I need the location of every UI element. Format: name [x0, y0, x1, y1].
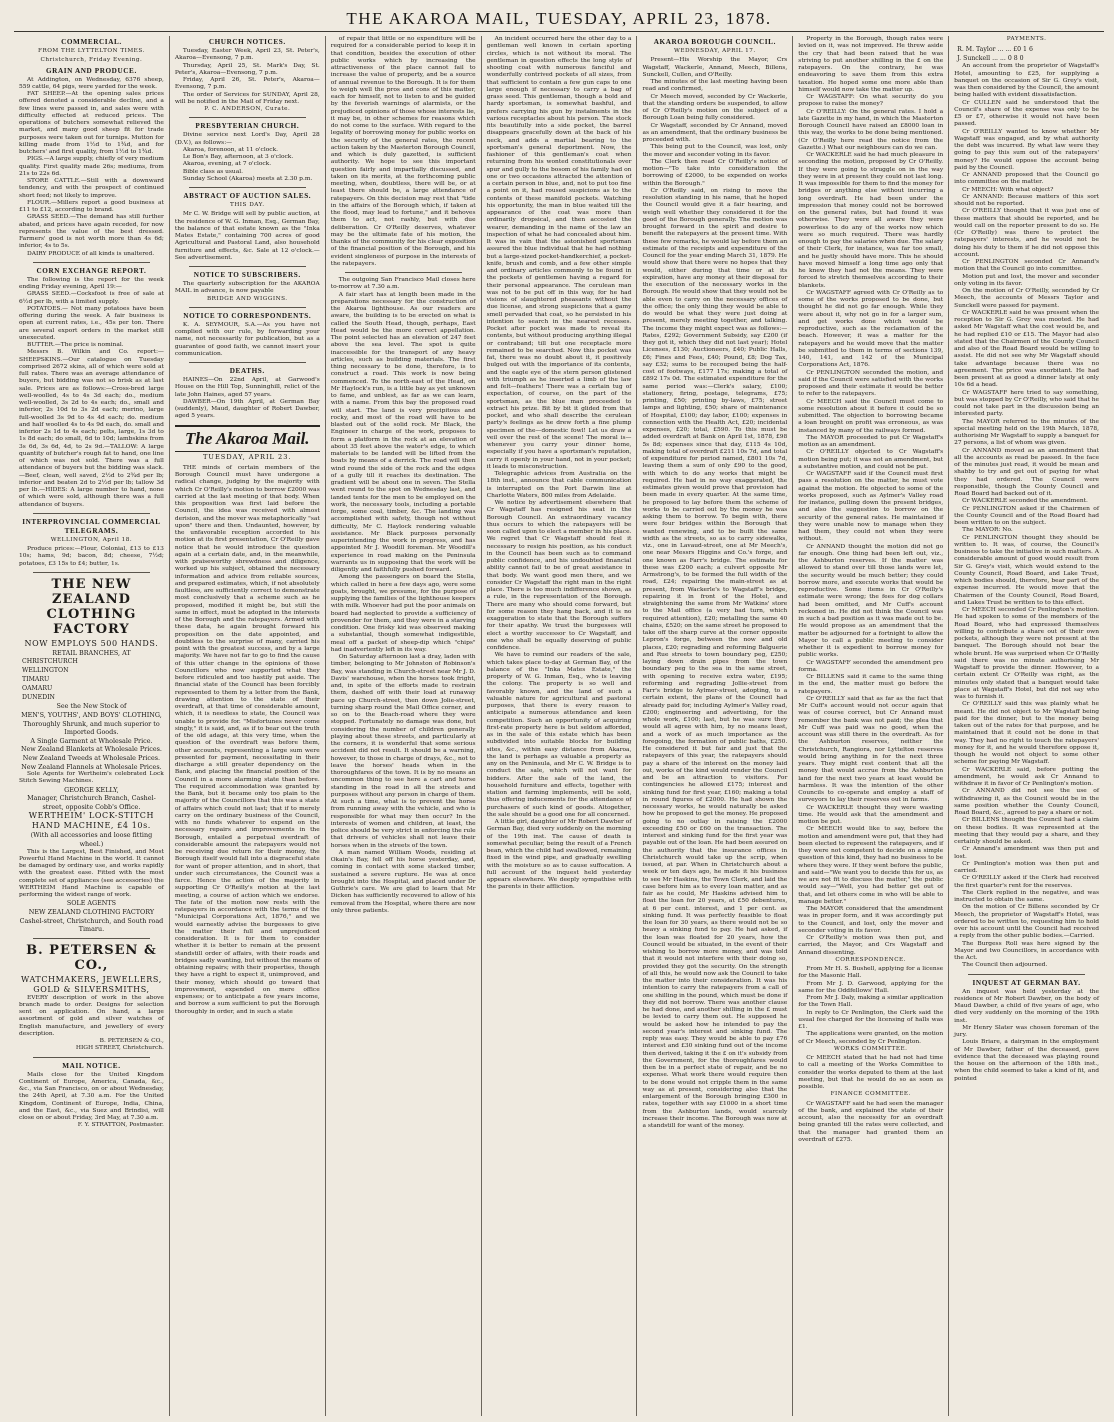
subheading: FINANCE COMMITTEE. — [830, 1091, 911, 1098]
payment-line: R. M. Taylor ... ... £0 1 6 — [957, 46, 1033, 54]
signature: P. C. ANDERSON, Curate. — [204, 106, 291, 112]
paragraph: Property in the Borough, though rates were levied on it, was not improved. He threw aside the cry that had been raised that he was striving to put another shilling in the £ on the ratepayers. On the contrary, he was endeavoring to save them from this extra taxation. He hoped some one more able than himself would now take the matter up. — [798, 36, 944, 93]
paragraph: Cr O'REILLY objected to Cr Wagstaff's motion being put; it was not an amendment, but a substantive motion, and could not be put. — [798, 449, 944, 470]
paragraph: At Addington, on Wednesday, 6376 sheep, 559 cattle, 64 pigs, were yarded for the week. — [19, 76, 164, 90]
section-heading: NOTICE TO SUBSCRIBERS. — [193, 271, 301, 279]
paragraph: In reply to Cr Penlington, the Clerk said the usual fee charged for the licensing of halls was £1. — [798, 1009, 944, 1030]
section-heading: CHURCH NOTICES. — [208, 38, 286, 46]
divider — [33, 513, 150, 514]
section-heading: AKAROA BOROUGH COUNCIL. — [653, 38, 776, 46]
divider — [33, 1057, 150, 1058]
paragraph: HAINES—On 22nd April, at Garwood's House on the Hill Top, Sunninghill, relict of the late John Haines, aged 57 years. — [174, 377, 320, 398]
paragraph: Cr O'REILLY wanted to know whether Mr Wagstaff was engaged, and by what authority the debt was incurred. By what law were they going to pay this sum out of the ratepayers' money? He would oppose the account being paid by the Council. — [954, 128, 1100, 171]
divider — [968, 974, 1085, 975]
paragraph: Cr PENLINGTON seconded the motion, and said if the Council were satisfied with the works proposed and their estimate it would be better to refer to the ratepayers. — [798, 369, 944, 398]
paragraph: Cr ANNAND: Because matters of this sort should not be reported. — [954, 193, 1100, 207]
paragraph: Mr C. W. Bridge will sell by public auction, at the residence of W. G. Inman, Esq., German Bay, the balance of that estate known as the "Inka Mates Estate," containing 700 acres of good Agricultural and Pastoral Land, also household furniture and effects, &c. Sale at 12 o'clock.—See advertisement. — [174, 211, 320, 261]
paragraph: K. A. SEYMOUR, S.A.—As you have not complied with our rule, by forwarding your name, not necessarily for publication, but as a guarantee of good faith, we cannot insert your communication. — [174, 321, 320, 357]
paragraph: The Burgess Roll was here signed by the Mayor and two Councillors, in accordance with the Act. — [954, 940, 1100, 961]
column-2 — [170, 36, 326, 1416]
paragraph: The MAYOR proceeded to put Cr Wagstaff's motion as an amendment. — [798, 434, 944, 448]
paragraph: Cr WAGSTAFF said if the Council must first pass a resolution on the matter, he must vote against the motion. He objected to some of the works proposed, such as Aylmer's Valley road for instance, pulling down the present bridges, and also the suggestion to borrow on the security of the general rates. He maintained if they were unable now to manage when they had them, they could not when they were without. — [798, 471, 944, 543]
paragraph: The quarterly subscription for the AKAROA MAIL in advance, is now payable — [174, 281, 320, 295]
section-heading: INTERPROVINCIAL COMMERCIAL TELEGRAMS. — [22, 517, 161, 535]
paragraph: Cr PENLINGTON thought they should be written to. It was, of course, the Council's business to take the initiative in such matters. A considerable amount of good would result from Sir G. Grey's visit, which would extend to the County Council, Road Board, and Lake Trust, which bodies should, therefore, bear part of the expense incurred. He would move that the Chairmen of the County Council, Road Board, and Lakes Trust be written to to this effect. — [954, 534, 1100, 606]
paragraph: On Saturday afternoon last a dray, laden with timber, belonging to Mr Johnston of Robinson's Bay, was standing in Church-street near Mr J. D. Davis' warehouse, when the horses took fright, and, in spite of the efforts made to restrain them, dashed off with their load at runaway pace up Church-street, then down Jolie-street, turning sharp round the Mail Office corner, and so on to the Beach-road where they were stopped. Fortunately no damage was done, but considering the number of children generally playing about these streets, and particularly at the corners, it is wonderful that some serious accident did not result. It should be a warning, however, to those in charge of drays, &c., not to leave the horses' heads when in the thoroughfares of the town. It is by no means an uncommon thing to see here a cart and horse standing in the road in all the streets and purposes without any person in charge of them. At such a time, what is to prevent the horse from running away with the vehicle, and who is responsible for what may then occur? In the interests of women and children, at least, the police should be very strict in enforcing the rule that drivers of vehicles shall not leave their horses when in the streets of the town. — [330, 654, 476, 849]
paragraph: Cr O'REILLY: On the general rates. I hold a late Gazette in my hand, in which the Masterton Borough Council have raised an £8000 loan in this way, the works to be done being mentioned. (Cr O'Reilly here read the notice from the Gazette.) What our neighbours can do we can. — [798, 108, 944, 151]
paragraph: Cr MEECH said the Council must come to some resolution about it before it could be so submitted. The objection to borrowing became a loan brought on profit was erroneous, as was instanced by many of the railways formed. — [798, 398, 944, 434]
editorial-text: of repair that little or no expenditure will be required for a considerable period to keep it in that condition, besides the execution of other public works which by increasing the attractiveness of the place cannot fail to increase the value of property, and be a source of annual revenue to the Borough. It is for them to weigh well the pros and cons of this matter, each for himself, not to listen to and be guided by the feverish warnings of alarmists, or the prejudiced opinions of those whose interests lie, it may be, in other schemes for reasons which do not come to the surface. With regard to the legality of borrowing money for public works on the security of the general rates, the recent action taken by the Masterton Borough Council, and which is duly gazetted, is sufficient authority. We hope to see this important question fairly and impartially discussed, and taken on its merits, at the forthcoming public meeting, when, doubtless, there will be, or at least there should be, a large attendance of ratepayers. On this decision may rest that "tide in the affairs of the Borough which, if taken at the flood, may lead to fortune," and it behoves them to act, not rashly, but with due deliberation. Cr O'Reilly deserves, whatever may be the ultimate fate of his motion, the thanks of the community for his clear exposition of the financial position of the Borough, and his evident singleness of purpose in the interests of the ratepayers. — [330, 36, 476, 267]
paragraph: The Council then adjourned. — [962, 962, 1048, 969]
paragraph: DAWBER—On 19th April, at German Bay (suddenly), Maud, daughter of Robert Dawber, aged 5 years. — [174, 398, 320, 420]
advert-text: Thoroughly Shrunk, and much superior to Imported Goods. — [23, 719, 160, 737]
paragraph: Cr O'REILLY said that as far as the fact that Mr Cuff's account would not occur again that was of course correct, but Cr Annand must remember the bank was not paid; the plea that Mr Cuff was paid was no good, when the account was still there in the overdraft. As for the Ashburton reserves, neither the Christchurch, Rangiora, nor Lyttelton reserves would bring anything in for the next three years. They might rest content that all the money that would accrue from the Ashburton land for the next two years at least would be harmless. It was the intention of the other Councils to co-operate and employ a staff of surveyors to lay their reserves out in farms. — [798, 695, 944, 804]
paragraph: Cr BILLENS thought the Council had a claim on these bodies. It was represented at the meeting that they would pay a share, and they certainly should be asked. — [954, 817, 1100, 845]
advert-headline: NOW EMPLOYS 500 HANDS. — [24, 638, 159, 648]
divider — [189, 117, 306, 118]
paragraph: Cr ANNAND moved as an amendment that all the accounts as read be passed. In the face of the minutes just read, it would be mean and shabby to try and get out of paying for what they had ordered. The Council were responsible, though the County Council and Road Board had backed out of it. — [954, 447, 1100, 497]
advert-headline: WERTHEIM' LOCK-STITCH HAND MACHINE, £4 10s. — [28, 811, 155, 831]
paragraph: The minutes of the last meeting having been read and confirmed, — [642, 79, 788, 93]
paragraph: Cr CULLEN said he understood that the Council's share of the expense was only to be £5 or £7, otherwise it would not have been passed. — [954, 99, 1100, 128]
advert-petersen — [19, 943, 164, 1053]
paragraph: Cr PENLINGTON asked if the Chairmen of the County Council and of the Road Board had been written to on the subject. — [954, 505, 1100, 526]
advert-text: See the New Stock of — [56, 702, 127, 711]
paragraph: Motion put and lost, the mover and seconder only voting in its favor. — [954, 273, 1100, 287]
subheading: THIS DAY. — [230, 202, 265, 208]
paragraph: FAT SHEEP.—At the opening sales prices offered denoted a considerable decline, and a few lines were passed in, and sales were with difficulty effected at reduced prices. The operations of butchers somewhat relieved the market, and many good sheep fit for trade purposes were taken out for turnips. Mutton for killing made from 1½d to 1¾d, and for butchers' and first quality, from 1½d to 1¾d. — [19, 91, 164, 155]
paragraph: Akaroa, evening, at 7 o'clock. — [182, 161, 272, 168]
section-heading: CORN EXCHANGE REPORT. — [36, 266, 147, 275]
paragraph: Friday, April 26, St. Peter's, Akaroa—Evensong, 7 p.m. — [174, 77, 320, 91]
advert-headline: WATCHMAKERS, JEWELLERS, GOLD & SILVERSMITHS, — [21, 974, 162, 994]
advert-text: Manager, Christchurch Branch, Cashel-street, opposite Cobb's Office. — [27, 794, 156, 811]
subheading: CORRESPONDENCE. — [835, 956, 907, 963]
paragraph: Cr WACKERLE said he had much pleasure in seconding the motion, proposed by Cr O'Reilly. If they were going to struggle on in the way they were in at present they could not last long. It was impossible for them to find the money for bridges or anything else without incurring a long overdraft. He had been under the impression that money could not be borrowed on the general rates, but had found it was otherwise. They were all aware they were powerless to do any of the works now which were so much required. There was hardly enough to pay the salaries when due. The salary of their Clerk, for instance, was far too small, and he justly should have more. This he should have moved himself a long time ago only that he knew they had not the means. They were forced to stretch themselves according to their blankets. — [798, 152, 944, 289]
paragraph: Thursday, April 25, St. Mark's Day, St. Peter's, Akaroa—Evensong, 7 p.m. — [174, 62, 320, 76]
paragraph: An account from the proprietor of Wagstaff's Hotel, amounting to £25, for supplying a banquet on the occasion of Sir G. Grey's visit, was then considered by the Council, the amount being hailed with evident dissatisfaction. — [954, 63, 1100, 99]
subheading: WORKS COMMITTEE. — [833, 1045, 908, 1052]
paragraph: Cr WACKERLE thought they were wasting time. He would ask that the amendment and motion be put. — [798, 804, 944, 825]
paragraph: POTATOES.— Not many potatoes have been offering during the week. A fair business is open at current rates, i.e., 45s per ton. There are several export orders in the market still unexecuted. — [19, 305, 164, 341]
paragraph: Cr WAGSTAFF: On what security do you propose to raise the money? — [798, 94, 944, 108]
paragraph: Telegraphic advices from Australia on the 18th inst., announce that cable communication is interrupted on the Port Darwin line at Charlotte Waters, 800 miles from Adelaide. — [486, 471, 632, 499]
paragraph: DAIRY PRODUCE of all kinds is unaltered. — [27, 250, 155, 257]
paragraph: Cr WACKERLE said he was present when the reception to Sir G. Grey was mooted. He had asked Mr Wagstaff what the cost would be, and he had replied £10 or £15. The Mayor had also stated that the Chairmen of the County Council and also of the Road Board would be willing to assist. He did not see why Mr Wagstaff should take advantage because there was no agreement. The price was exorbitant. He had been present at as good a dinner lately at only 10s 6d a head. — [954, 309, 1100, 389]
paragraph: STORE CATTLE.—Still with a downward tendency, and with the prospect of continued short feed; not likely to improve. — [19, 178, 164, 199]
paragraph: Cr O'REILLY said this was plainly what he meant. He did not object to Mr Wagstaff being paid for the dinner, but to the money being taken out of the rates for that purpose, and he maintained that it could not be done in that way. They had no right to touch the ratepayers' money for it, and he would therefore oppose it, though he would not object to some other scheme for paying Mr Wagstaff. — [954, 701, 1100, 766]
section-heading: MAIL NOTICE. — [62, 1061, 121, 1070]
paragraph: Bible class as usual. — [182, 168, 243, 175]
paragraph: Cr O'REILLY thought that it was just one of these matters that should be reported, and he would call on the reporter present to do so. He (Cr O'Reilly) was there to protect the ratepayers' interests, and he would not be doing his duty to them if he did not oppose this account. — [954, 208, 1100, 258]
section-heading: INQUEST AT GERMAN BAY. — [972, 978, 1081, 987]
paragraph: Cr O'Reilly said, on rising to move the resolution standing in his name, that he hoped the Council would give it a fair hearing, and weigh well whether they considered it for the good of the Borough generally. The motion was brought forward in the spirit and desire to benefit the ratepayers at the present time. With these few remarks, he would lay before them an estimate of the receipts and expenditure of the Council for the year ending March 31, 1879. He would show that there were no hopes that they would, either during that time or at its expiration, have any money at their disposal for the execution of the necessary works in the Borough. He would show that they would not be able even to carry on the necessary offices of the office; the only thing they would be able to do would be what they were just doing at present, merely meeting together, and talking. The income they might expect was as follows:— Rates, £292; Government Subsidy, say £200 (if they got it, which they did not last year); Hotel Licenses, £130; Auctioneers, £40; Public Halls, £6; Fines and Fees, £40; Pound, £8; Dog Tax, say £32; sums to be recouped being the half-cost of footways, £177 17s; making a total of £892 17s 0d. The estimated expenditure for the same period was:—Clerk's salary, £100; stationery, firing, postage, telegrams, £75; printing, £50; printing by-laws, £75; street lamps and lighting, £50; share of maintenance of Hospital, £100; day labor, £100; expenses in connection with the Health Act, £20; incidental expenses, £20; total, £590. To this must be added overdraft at Bank on April 1st, 1878, £98 5s 8d; expenses since that day, £115 4s 10d, making total of overdraft £211 10s 7d, and total of expenditure for period named, £801 10s 7d, leaving them a sum of only £90 to the good, with which to do any works that might be required. He had in no way exaggerated, the estimates given would prove that provision had been made in every quarter. At the same time, he proposed to lay before them the scheme of works to be carried out by the money he was asking them to borrow. To begin with, there were four bridges within the Borough that wanted renewing, and to be built the same width as the streets, so as to carry sidewalks, viz., one in Lavaud-street, one at Mr Meech's, one near Messrs Higgins and Co.'s forge, and one known as Farr's bridge. The estimate for these was £200 each; a culvert opposite Mr Armstrong's, to be formed the full width of the road, £24; repairing the main-street as at present, from Wackerle's to Wagstaff's bridge, repairing it in front of the Hotel, and straightening the same from Mr Watkins' store to the Mail office (a very bad turn, which required attention), £20; metalling the same 40 chains, £520; on the same street he proposed to take off the sharp curve at the corner opposite Lepron's forge, between the now and old places, £20; regrading and reforming Balguerie and Rue streets to town boundary peg, £250; laying down drain pipes from the town boundary peg to the sea in the same street, with opening to receive extra water, £195; reforming and regrading Jollie-street from Farr's bridge to Aylmer-street, adopting, to a certain extent, the plans of the Council had already paid for, including Aylmer's Valley road, £200; engineering and advertising, for the whole work, £100; last, but he was sure they would all agree with him, by no means least, and a work of as much importance as the foregoing, the formation of public baths, £250. He considered it but fair and just that the ratepayers of this year, the ratepayers should pay a share of the interest on the money laid out, works of the kind would render the Council and be an attraction to visitors. For contingencies he allowed £175; interest and sinking fund for first year, £160; making a total in round figures of £2000. He had shown the necessary works, he would naturally be asked how he proposed to get the money. He proposed going to no outlay in raising the £2000 exceeding £50 or £60 on the transaction. The interest and sinking fund for the first year was payable out of the loan. He had been assured on the authority that the insurance offices in Christchurch would take up the scrip, when issued, at par. When in Christchurch about a week or ten days ago, he made it his business to see Mr Haskins, the Town Clerk, and laid the case before him as to every loan matter, and as fair as he could, Mr Haskins advised him to float the loan for 20 years, at £50 debentures, at 6 per cent. interest, and 1 per cent. as sinking fund. It was perfectly feasible to float the loan for 30 years, as there would not be so heavy a sinking fund to pay. He had asked, if the loan was floated for 20 years, how the Council would be situated, in the event of their wishing to borrow more money, and was told that it would not interfere with their doing so, provided they got the security. On the strength of all this, he would now ask the Council to take the matter into their consideration. It was his intention to carry the ratepayers from a call of one shilling in the pound, which must be done if they did not borrow. There was another clause he had done, and another shilling in the £ must be levied to carry them out. He supposed he would be asked how he intended to pay the second year's interest and sinking fund. The reply was easy. They would be able to pay £76 interest and £30 sinking fund out of the income then derived, taking it the £ on it's subsidy from the Government, for the thoroughfares would then be in a perfect state of repair, and be no expense. What work there would require then to be done would not cripple them in the same way as at present, considering also that the enlargement of the Borough bringing £300 in rates, together with say £1000 in a short time from the Ashburton lands, would scarcely increase their income. The Borough was now at a standstill for want of the money. — [642, 187, 788, 1129]
paragraph: The following is the report for the week ending Friday evening, April 19:— — [19, 276, 164, 290]
divider — [345, 272, 462, 273]
paragraph: BUTTER.—The price is nominal. — [27, 342, 124, 348]
divider — [33, 572, 150, 573]
paragraph: This being put to the Council, was lost, only the mover and seconder voting in its favor. — [642, 144, 788, 158]
divider — [189, 362, 306, 363]
paragraph: We have to remind our readers of the sale, which takes place to-day at German Bay, of the balance of the "Inka Mates Estate," the property of W. G. Inman, Esq., who is leaving the colony. The property is so well and favorably known, and the land of such a valuable nature for agricultural and pastoral purposes, that there is every reason to anticipate a numerous attendance and keen competition. Such an opportunity of acquiring first-rate property here is but seldom afforded, as in the sale of this estate which has been subdivided into suitable blocks for building sites, &c., within easy distance from Akaroa, the land is perhaps as valuable a property as any on the Peninsula, and Mr C. W. Bridge is to conduct the sale, which will not want for bidders. After the sale of the land, the household furniture and effects, together with station and farming implements, will be sold, thus offering inducements for the attendance of purchasers of such kind of goods. Altogether, the sale should be a good one for all concerned. — [486, 652, 632, 818]
branch-item: CHRISTCHURCH — [22, 658, 78, 666]
advert-text: New Zealand Flannels at Wholesale Prices. — [21, 762, 162, 771]
paragraph: Cr PENLINGTON seconded Cr Annand's motion that the Council go into committee. — [954, 259, 1100, 273]
paragraph: Cr O'REILLY asked if the Clerk had received the first quarter's rent for the reserves. — [954, 875, 1100, 889]
advert-text: Sole Agents for Wertheim's celebrated Lock Stitch Sewing Machines. — [19, 771, 164, 785]
paragraph: Louis Briare, a dairyman in the employment of Mr Dawber, father of the deceased, gave evidence that the deceased was playing round the house on the afternoon of the 18th inst., when the child seemed to take a kind of fit, and pointed — [954, 1039, 1100, 1082]
column-5 — [637, 36, 793, 1416]
subheading: PAYMENTS. — [1006, 36, 1047, 42]
paragraph: From Mr J. D. Garwood, applying for the same for the Oddfellows' Hall. — [798, 980, 944, 994]
paragraph: Cr ANNAND proposed that the Council go into committee on the matter. — [954, 172, 1100, 186]
paragraph: Cr WAGSTAFF agreed with Cr O'Reilly as to some of the works proposed to be done, but thought he did not go far enough. While they were about it, why not go in for a larger sum, and get works done which would be reproductive, such as the reclamation of the beach. However, it was a matter for the ratepayers and he would move that the matter be submitted to them in terms of sections 139, 140, 141, and 142 of the Municipal Corporations Act, 1876. — [798, 289, 944, 369]
branch-item: OAMARU — [22, 685, 53, 693]
paragraph: Cr Penlington's motion was then put and carried. — [954, 860, 1100, 874]
advert-text: New Zealand Blankets at Wholesale Prices. — [20, 745, 162, 754]
branch-item: DUNEDIN — [22, 694, 55, 702]
section-source: FROM THE LYTTELTON TIMES. — [38, 48, 145, 54]
paragraph: Cr MEECH would like to say, before the motion and amendment were put, that they had been elected to represent the ratepayers, and if they were not competent to decide on a simple question of this kind, they had no business to be where they were. If they went before the public, and said—"We want you to decide this for us, as we are not fit to discuss the matter," the public would say—"Well, you had better get out of that, and let others come in who will be able to manage better." — [798, 826, 944, 905]
advert-text: MEN'S, YOUTHS', AND BOYS' CLOTHING, — [21, 710, 162, 719]
paragraph: Mails close for the United Kingdom Continent of Europe, America, Canada, &c., &c., via San Francisco, on or about Wednesday, the 24th April, at 7.30 a.m. For the United Kingdom, Continent of Europe, India, China, and the East, &c., via Suez and Brindisi, will close on or about Friday, 3rd May, at 7.30 a.m. — [19, 1071, 164, 1122]
advert-text: This is the Largest, Best Finished, and Most Powerful Hand Machine in the world. It cannot be damaged by ordinary use, and works rapidly with the greatest ease. Fitted with the most complete set of appliances (see accessories) the WERTHEIM Hand Machine is capable of performing the widest range of work. — [19, 848, 164, 899]
column-6 — [793, 36, 949, 1416]
masthead: THE AKAROA MAIL, TUESDAY, APRIL 23, 1878. — [14, 6, 1104, 32]
paragraph: Cr ANNAND did not see the use of withdrawing it, as the Council would be in the same position whether the County Council, Road Board, &c., agreed to pay a share or not. — [954, 788, 1100, 816]
advert-text: Cashel-street, Christchurch, and South road Timaru. — [19, 916, 164, 934]
divider — [189, 187, 306, 188]
paragraph: Among the passengers on board the Stella, which called in here a few days ago, were some goats, brought, we presume, for the purpose of supplying the families of the lighthouse keepers with milk. Whoever had put the poor animals on board had neglected to provide a sufficiency of provender for them, and they were in a starving condition. One frisky kid was observed making a substantial, though somewhat indigestible, meal off a packet of sheep-dip which "chips" had inadvertently left in its way. — [330, 574, 476, 653]
paragraph: The Clerk then read Cr O'Reilly's notice of motion—"To take into consideration the borrowing of £2000, to be expended on works within the Borough." — [642, 158, 788, 187]
paragraph: Cr Annand's amendment was then put and lost. — [954, 846, 1100, 860]
advert-signature: B. PETERSEN & CO., — [99, 1038, 164, 1045]
advert-title: THE NEW ZEALAND CLOTHING FACTORY — [46, 576, 137, 637]
advert-clothing-factory — [19, 577, 164, 934]
paragraph: A fair start has at length been made in the preparations necessary for the construction of the Akaroa lighthouse. As our readers are aware, the building is to be erected on what is called the South Head, though, perhaps, East Head would be the more correct appellation. The point selected has an elevation of 247 feet above the sea level. The spot is quite inaccessible for the transport of any heavy articles, such as building materials. The first thing necessary to be done, therefore, is to construct a road. This work is now being commenced. To the north-east of the Head, on Mr Haylock's run, is a little bay as yet unknown to fame, and unblest, as far as we can learn, with a name. From this bay the proposed road will start. The land is very precipitous and rocky, and most of the road will have to be blasted out of the solid rock. Mr Black, the Engineer in charge of the work, proposes to form a platform in the rock at an elevation of about 35 feet above the water's edge, to which materials to be landed will be lifted from the boats by means of a derrick. The road will then wind round the side of the rock and the edges of a gully till it reaches its destination. The gradient will be about one in seven. The Stella went round to the spot on Wednesday last, and landed tents for the men to be employed on the work, the necessary tools, including a portable forge, some coal, timber, &c. The landing was accomplished with safety, though not without difficulty, Mr C. Haylock rendering valuable assistance. Mr Black purposes personally superintending the work in progress, and has appointed Mr J. Woodill foreman. Mr Woodill's experience in road making on the Peninsula warrants us in supposing that the work will be diligently and faithfully pushed forward. — [330, 291, 476, 573]
paragraph: Cr MEECH seconded Cr Penlington's motion. He had spoken to some of the members of the Road Board, who had expressed themselves willing to contribute a share out of their own pockets, although they were not present at the banquet. The Borough should not bear the whole brunt. He was surprised when Cr O'Reilly said there was no minute authorising Mr Wagstaff to provide the dinner. However, to a certain extent Cr O'Reilly was right, as the minutes only stated that a banquet would take place at Wagstaff's Hotel, but did not say who was to furnish it. — [954, 607, 1100, 700]
advert-address: HIGH STREET, Christchurch. — [75, 1045, 164, 1052]
paragraph: From Mr J. Daly, making a similar application for the Town Hall. — [798, 995, 944, 1009]
signature: F. Y. STRATTON, Postmaster. — [77, 1122, 164, 1129]
column-3 — [326, 36, 482, 1416]
paragraph: We notice by advertisement elsewhere that Cr Wagstaff has resigned his seat in the Borough Council. An extraordinary vacancy thus occurs to which the ratepayers will be soon called upon to elect a member in his place. We regret that Cr Wagstaff should feel it necessary to resign his position, as his conduct in the Council has been such as to command public confidence, and his undoubted financial ability cannot fail to be of great assistance in that body. We want good men there, and we consider Cr Wagstaff the right man in the right place. There is too much indifference shown, as a rule, in the representation of the Borough. There are many who should come forward, but for some reason they hang back, and it is no exaggeration to state that the Borough suffers for their apathy. We trust the burgesses will elect a worthy successor to Cr Wagstaff, and one who shall be equally deserving of public confidence. — [486, 500, 632, 651]
section-heading: COMMERCIAL. — [61, 38, 122, 46]
divider — [189, 307, 306, 308]
advert-text: EVERY description of work in the above branch made to order. Designs for selection sent on application. On hand, a large assortment of gold and silver watches of English manufacture, and jewellery of every description. — [19, 994, 164, 1037]
advert-name: GEORGE KELLY, — [64, 785, 119, 794]
signature: BRIDGE AND WIGGINS. — [206, 295, 288, 302]
paragraph: Cr WAGSTAFF here tried to say something, but was stopped by Cr O'Reilly, who said that he could not take part in the discussion being an interested party. — [954, 389, 1100, 418]
section-heading: GRAIN AND PRODUCE. — [45, 66, 137, 75]
paragraph: Cr WAGSTAFF seconded the amendment pro forma. — [798, 659, 944, 673]
paragraph: GRASS SEED.—The demand has still further abated, and prices have again receded, for now represents the value of the best dressed. Farmers' good is not worth more than 4s 6d; inferior, 4s to 5s. — [19, 214, 164, 250]
paragraph: From Mr H. S. Bushell, applying for a license for the Masonic Hall. — [798, 966, 944, 980]
paragraph: The MAYOR: No. — [962, 527, 1013, 534]
paragraph: An inquest was held yesterday at the residence of Mr Robert Dawber, on the body of Maud Dawber, a child of five years of age, who died very suddenly on the morning of the 19th inst. — [954, 988, 1100, 1024]
paragraph: On the motion of Cr Billens seconded by Cr Meech, the proprietor of Wagstaff's Hotel, was ordered to be written to, requesting him to hold over his account until the Council had received a reply from the other public bodies.—Carried. — [954, 904, 1100, 940]
dateline: WELLINGTON, April 18. — [50, 536, 133, 543]
paragraph: Cr Meech moved, seconded by Cr Wackerle, that the standing orders be suspended, to allow of Cr O'Reilly's motion on the subject of a Borough Loan being fully considered. — [642, 93, 788, 122]
paragraph: The MAYOR referred to the minutes of the special meeting held on the 19th March, 1878, authorising Mr Wagstaff to supply a banquet for 27 persons, a list of whom was given. — [954, 418, 1100, 447]
column-1 — [14, 36, 170, 1416]
payment-line: J. Sunckell ... ... 0 8 0 — [957, 55, 1024, 63]
paragraph: Cr MEECH stated that he had not had time to call a meeting of the Works Committee to consider the works deputed to them at the last meeting, but that he would do so as soon as possible. — [798, 1055, 944, 1090]
paragraph: Divine service next Lord's Day, April 28 (D.V.), as follows:— — [174, 132, 320, 146]
paragraph: The outgoing San Francisco Mail closes here to-morrow at 7.30 a.m. — [330, 277, 476, 291]
paragraph: The applications were granted, on the motion of Cr Meech, seconded by Cr Penlington. — [798, 1031, 944, 1045]
paragraph: PIGS.—A large supply, chiefly of very medium quality. First quality made 26s; mediums, from 21s to 22s 6d. — [19, 156, 164, 177]
paragraph: Cr MEECH: With what object? — [962, 186, 1054, 193]
advert-text: (With all accessories and loose fitting wheel.) — [30, 831, 153, 848]
advert-text: RETAIL BRANCHES, AT — [52, 648, 131, 657]
advert-title: B. PETERSEN & CO., — [26, 942, 157, 973]
paragraph: Cr O'Reilly's motion was then put, and carried, the Mayor, and Crs Wagstaff and Annand dissenting. — [798, 935, 944, 956]
editorial-date: TUESDAY, APRIL 23. — [203, 452, 292, 461]
dateline: WEDNESDAY, APRIL 17. — [673, 48, 756, 54]
paragraph: Cr WACKERLE seconded the amendment. — [962, 498, 1088, 505]
paragraph: Cr ANNAND thought the motion did not go far enough. One thing had been left out, viz., the Ashburton reserves. If the matter was allowed to stand over till those lands were let, the security would be much better; they could borrow more, and execute works that would be reproductive. Some items in Cr O'Reilly's estimate were wrong; the fees for dog collars had been omitted, and Mr Cuff's account reckoned in. He did not think the Council was in such a bad position as it was made out to be. He would propose as an amendment that the matter be adjourned for a fortnight to allow the Mayor to call a public meeting to consider whether it is expedient to borrow money for public works. — [798, 543, 944, 659]
paragraph: Cr WAGSTAFF said he had seen the manager of the bank, and explained the state of their account, also the necessity for an overdraft being granted till the rates were collected, and that the manager had granted them an overdraft of £275. — [798, 1100, 944, 1143]
paragraph: Akaroa, forenoon, at 11 o'clock. — [182, 146, 279, 153]
paper-nameplate: The Akaroa Mail. — [175, 425, 320, 452]
advert-text: A Single Garment at Wholesale Price. — [30, 736, 153, 745]
paragraph: Cr BILLENS said it came to the same thing in the end, the matter must go before the ratepayers. — [798, 674, 944, 695]
divider — [33, 262, 150, 263]
paragraph: Messrs B. Wilkin and Co. report:— SHEEPSKINS.—Our catalogue on Tuesday comprised 2672 skins, all of which were sold at full rates. There was an average attendance of buyers, but bidding was not so brisk as at last sale. Prices are as follows:—Cross-bred large well-woolled, 4s to 4s 3d each; do., medium well-woolled, 3s 2d to 4s each; do., small and inferior, 2s 10d to 3s 2d each; merino, large full-woolled 3s 9d to 4s 4d each; do. medium and half woolled 4s to 4s 9d each, do. small and inferior 2s 1d to 4s each; pelts, large, 1s 3d to 1s 8d each; do small, 6d to 10d; lambskins from 3s 6d, 3s 6d, 4d, to 2s 9d.—TALLOW: A large quantity of butcher's rough fat to hand, one line of which was not sold. There was a full attendance of buyers but the bidding was slack.—Beef, clean, well saved, 2½d to 2¾d per lb; inferior and beaten 2d to 2½d per lb; tallow 3d per lb.—HIDES: A large number to hand, none of which were sold, although there was a full attendance of buyers. — [19, 349, 164, 508]
divider — [33, 938, 150, 939]
paragraph: Present—His Worship the Mayor, Crs Wagstaff, Wackerle, Annand, Meech, Billens, Sunckell, Cullen, and O'Reilly. — [642, 57, 788, 78]
paragraph: A man named William Woods, residing at Okain's Bay, fell off his horse yesterday, and, coming in contact with some stacked timber, sustained a severe rupture. He was at once brought into the Hospital, and placed under Dr Guthrie's care. We are glad to learn that Mr Dicken has sufficiently recovered to allow of his removal from the Hospital, where there are now only three patients. — [330, 849, 476, 914]
column-4 — [482, 36, 638, 1416]
editorial-text: THE minds of certain members of the Borough Council must have undergone a radical change, judging by the majority with which Cr O'Reilly's motion to borrow £2000 was carried at the last meeting of that body. When this proposition was first laid before the Council, the idea was received with almost derision, and the mover was metaphorically "sat upon" there and then. Undaunted, however, by the unfavorable reception accorded to his motion at its first presentation, Cr O'Reilly gave notice that he would introduce the question again at a certain date, and, in the meanwhile, with praiseworthy shrewdness and diligence, worked up his subject, obtained the necessary information and advice from reliable sources, and prepared estimates, which, if not absolutely faultless, are sufficiently correct to demonstrate most conclusively that a scheme such as he proposed, modified it might be, but still the same in effect, must be adopted in the interests of the Borough and the ratepayers. Armed with these data, he again brought forward his proposition on the date appointed, and doubtless to the surprise of many, carried his point with the greatest success, and by a large majority. We have not far to go to find the cause of this utter change in the opinions of those Councillors who now supported what they before ridiculed and too hastily put aside. The financial state of the Council has been forcibly represented to them by a letter from the Bank, drawing attention to the state of their overdraft, at that time of considerable amount, which, it is needless to state, the Council was unable to provide for. "Misfortunes never come singly," it is said, and, as if to bear out the truth of the old adage, at this very time, when the question of the overdraft was before them, other accounts, representing a large sum were presented for payment, necessitating in their discharge a still greater dependency on the Bank, and placing the financial position of the Council in a more alarming state than before. The required accommodation was granted by the Bank, but it became only too plain to the majority of the Councillors that this was a state of affairs which could not last; that if to merely carry on the ordinary business of the Council, with no funds whatever to expend on the necessary repairs and improvements in the Borough, entailed a perpetual overdraft of considerable amount the ratepayers would not be receiving due return for their money, the Borough itself would fall into a disgraceful state for want of proper attention, and in short, that under such circumstances, the Council was a farce. Hence the action of the majority in supporting Cr O'Reilly's motion at the last meeting, a course of action which we endorse. The fate of the motion now rests with the ratepayers in accordance with the terms of the "Municipal Corporations Act, 1876," and we would earnestly advise the burgesses to give the matter their full and unprejudiced consideration. It is for them to consider whether it is better to remain at the present standstill order of affairs, with their roads and bridges sadly wanting, but without the means of obtaining repairs; with their properties, though they have a right to expect it, unimproved, and their money, which should go toward that improvement, expended on mere office expenses; or to anticipate a few years income, and borrow a sum sufficient to put the Borough thoroughly in order, and in such a state — [174, 464, 320, 1015]
divider — [189, 266, 306, 267]
paragraph: FLOUR.—Millers report a good business at £11 to £12, according to brand. — [19, 199, 164, 213]
paragraph: Le Bon's Bay, afternoon, at 3 o'clock. — [182, 154, 294, 160]
paragraph: An incident occurred here the other day to a gentleman well known in certain sporting circles, which is not without its moral. The gentleman in question effects the long style of shooting coat with numerous fanciful and wonderfully contrived pockets of all sizes, from that sufficient to contain a few gun caps to one large enough if necessary to carry a bag of grass seed. This gentleman, though a bold and hardy sportsman, is somewhat bashful, and prefers carrying his gun by instalments in the various receptacles about his person. The stock fits beautifully into a side pocket, the barrel disappears gracefully down at the back of his neck, and adds a martial bearing to the sportsman's general deportment. Now, the fashioner of this gentleman's coat when returning from his wonted constitutionals over spur and gully to the bosom of his family had on one or two occasions attracted the attention of a certain person in blue, and, not to put too fine a point on it, had roused suspicions as to the contents of these manifold pockets. Watching his opportunity, the man in blue waited till the appearance of the coat was more than ordinarily dropsical, and then accosted the wearer, demanding in the name of the law an inspection of what he had concealed about him. It was in vain that the astonished sportsman assured the blue individual that he had nothing but a large-sized pocket-handkerchief, a pocket-knife, brush and comb, and a few other simple and ordinary articles commonly to be found in the pockets of gentlemen having a regard for their personal appearance. The cerulean man was not to be put off in this way, for he had visions of slaughtered pheasants without the due license, and strong suspicions that a gamy smell pervaded that coat, so he persisted in his intention to search in the nearest recesses. Pocket after pocket was made to reveal its contents, but without producing anything illegal or contraband; till but one receptacle more remained to be searched. Now this pocket was fat, there was no doubt about it, it positively bulged out with the importance of its contents, and the eagle eye of the stern person glistened with triumph as he inserted a limb of the law and felt—feathers! There was a certain tug of expectation, of course, on the part of the sportsman, as the blue man proceeded to extract his prize. Bit by bit it glided from that pocket, and who shall describe the cerulean party's feelings as he drew forth a fine plump specimen of the—domestic fowl! Let us draw a veil over the rest of the scene! The moral is—whenever you carry your dinner home, especially if you have a sportsman's reputation, carry it openly in your hand, not in your pocket; it leads to misconstruction. — [486, 36, 632, 470]
advert-text: New Zealand Tweeds at Wholesale Prices. — [22, 753, 161, 762]
section-heading: PRESBYTERIAN CHURCH. — [195, 122, 300, 131]
advert-text: NEW ZEALAND CLOTHING FACTORY — [28, 907, 155, 916]
columns — [14, 36, 1104, 1416]
paragraph: Mr Henry Slater was chosen foreman of the jury. — [954, 1024, 1100, 1038]
section-heading: ABSTRACT OF AUCTION SALES. — [183, 192, 312, 200]
paragraph: On the motion of Cr O'Reilly, seconded by Cr Meech, the accounts of Messrs Taylor and Sunckell were passed for payment. — [954, 288, 1100, 309]
branch-item: TIMARU — [22, 676, 50, 684]
paragraph: Tuesday, Easter Week, April 23, St. Peter's, Akaroa—Evensong, 7 p.m. — [174, 48, 320, 62]
paragraph: The order of Services for SUNDAY, April 28, will be notified in the Mail of Friday next. — [174, 91, 320, 105]
paragraph: A little girl, daughter of Mr Robert Dawber of German Bay, died very suddenly on the morning of the 19th inst. The cause of death is somewhat peculiar, being the result of a French bean, which the child had swallowed, remaining fixed in the wind pipe, and gradually swelling with the moisture so as to cause suffocation. A full account of the inquest held yesterday appears elsewhere. We deeply sympathise with the parents in their affliction. — [486, 819, 632, 891]
advert-text: SOLE AGENTS — [66, 899, 117, 908]
section-heading: NOTICE TO CORRESPONDENTS. — [183, 311, 312, 320]
paragraph: Cr Wagstaff, seconded by Cr Annand, moved as an amendment, that the ordinary business be proceeded with. — [642, 122, 788, 143]
paragraph: Sunday School (Akaroa) meets at 2.30 p.m. — [182, 175, 313, 182]
paragraph: The MAYOR considered that the amendment was in proper form, and it was accordingly put to the Council, and lost, only the mover and seconder voting in its favor. — [798, 906, 944, 934]
column-7 — [949, 36, 1104, 1416]
branch-item: WELLINGTON — [22, 667, 69, 675]
dateline: Christchurch, Friday Evening. — [40, 57, 143, 64]
paragraph: The Clerk replied in the negative, and was instructed to obtain the same. — [954, 889, 1100, 903]
paragraph: Cr WACKERLE said, before putting the amendment, he would ask Cr Annand to withdraw it in favor of Cr Penlington's motion. — [954, 766, 1100, 787]
paragraph: Produce prices:—Flour, Colonial, £13 to £13 10s; hams, 9d; bacon, 8d; cheese, 7½d; potatoes, £3 15s to £4; butter, 1s. — [19, 546, 164, 567]
paragraph: GRASS SEED.—Cocksfoot is free of sale at 6½d per lb, with a limited supply. — [19, 291, 164, 305]
section-heading: DEATHS. — [229, 367, 265, 375]
